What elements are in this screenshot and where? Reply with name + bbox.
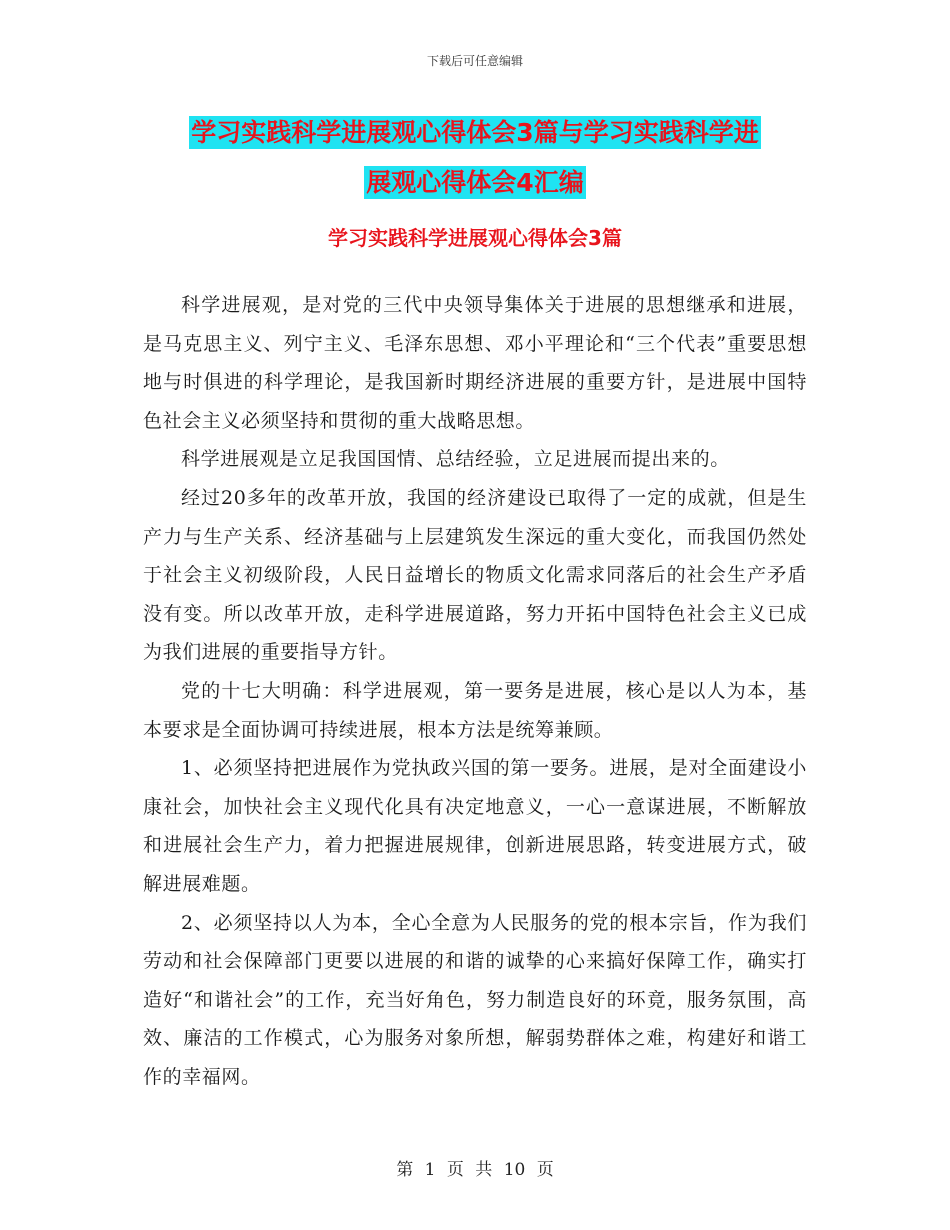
document-title-line-1: 学习实践科学进展观心得体会3篇与学习实践科学进 [191, 118, 759, 147]
paragraph: 2、必须坚持以人为本，全心全意为人民服务的党的根本宗旨，作为我们劳动和社会保障部门更要以进展的和谐的诚挚的心来搞好保障工作，确实打造好“和谐社会”的工作，充当好角色，努力制造良好的环竟，服务氛围，高效、廉洁的工作模式，心为服务对象所想，解弱势群体之难，构建好和谐工作的幸福网。 [143, 911, 807, 1088]
document-title [140, 108, 810, 208]
paragraph: 科学进展观，是对党的三代中央领导集体关于进展的思想继承和进展，是马克思主义、列宁主义、毛泽东思想、邓小平理论和“三个代表”重要思想地与时俱进的科学理论，是我国新时期经济进展的重要方针，是进展中国特色社会主义必须坚持和贯彻的重大战略思想。 [143, 294, 807, 432]
paragraph: 1、必须坚持把进展作为党执政兴国的第一要务。进展，是对全面建设小康社会，加快社会主义现代化具有决定地意义，一心一意谋进展，不断解放和进展社会生产力，着力把握进展规律，创新进展思路，转变进展方式，破解进展难题。 [143, 757, 807, 895]
paragraph: 经过20多年的改革开放，我国的经济建设已取得了一定的成就，但是生产力与生产关系、经济基础与上层建筑发生深远的重大变化，而我国仍然处于社会主义初级阶段，人民日益增长的物质文化需求同落后的社会生产矛盾没有变。所以改革开放，走科学进展道路，努力开拓中国特色社会主义已成为我们进展的重要指导方针。 [143, 486, 807, 664]
paragraph: 科学进展观是立足我国国情、总结经验，立足进展而提出来的。 [181, 448, 730, 471]
paragraph: 党的十七大明确：科学进展观，第一要务是进展，核心是以人为本，基本要求是全面协调可持续进展，根本方法是统筹兼顾。 [143, 679, 807, 741]
document-title-line-2: 展观心得体会4汇编 [366, 168, 584, 197]
page-number: 第 1 页 共 10 页 [396, 1160, 554, 1180]
section-title: 学习实践科学进展观心得体会3篇 [328, 226, 622, 250]
body-content [143, 286, 807, 1096]
page-header-note: 下载后可任意编辑 [426, 54, 523, 68]
